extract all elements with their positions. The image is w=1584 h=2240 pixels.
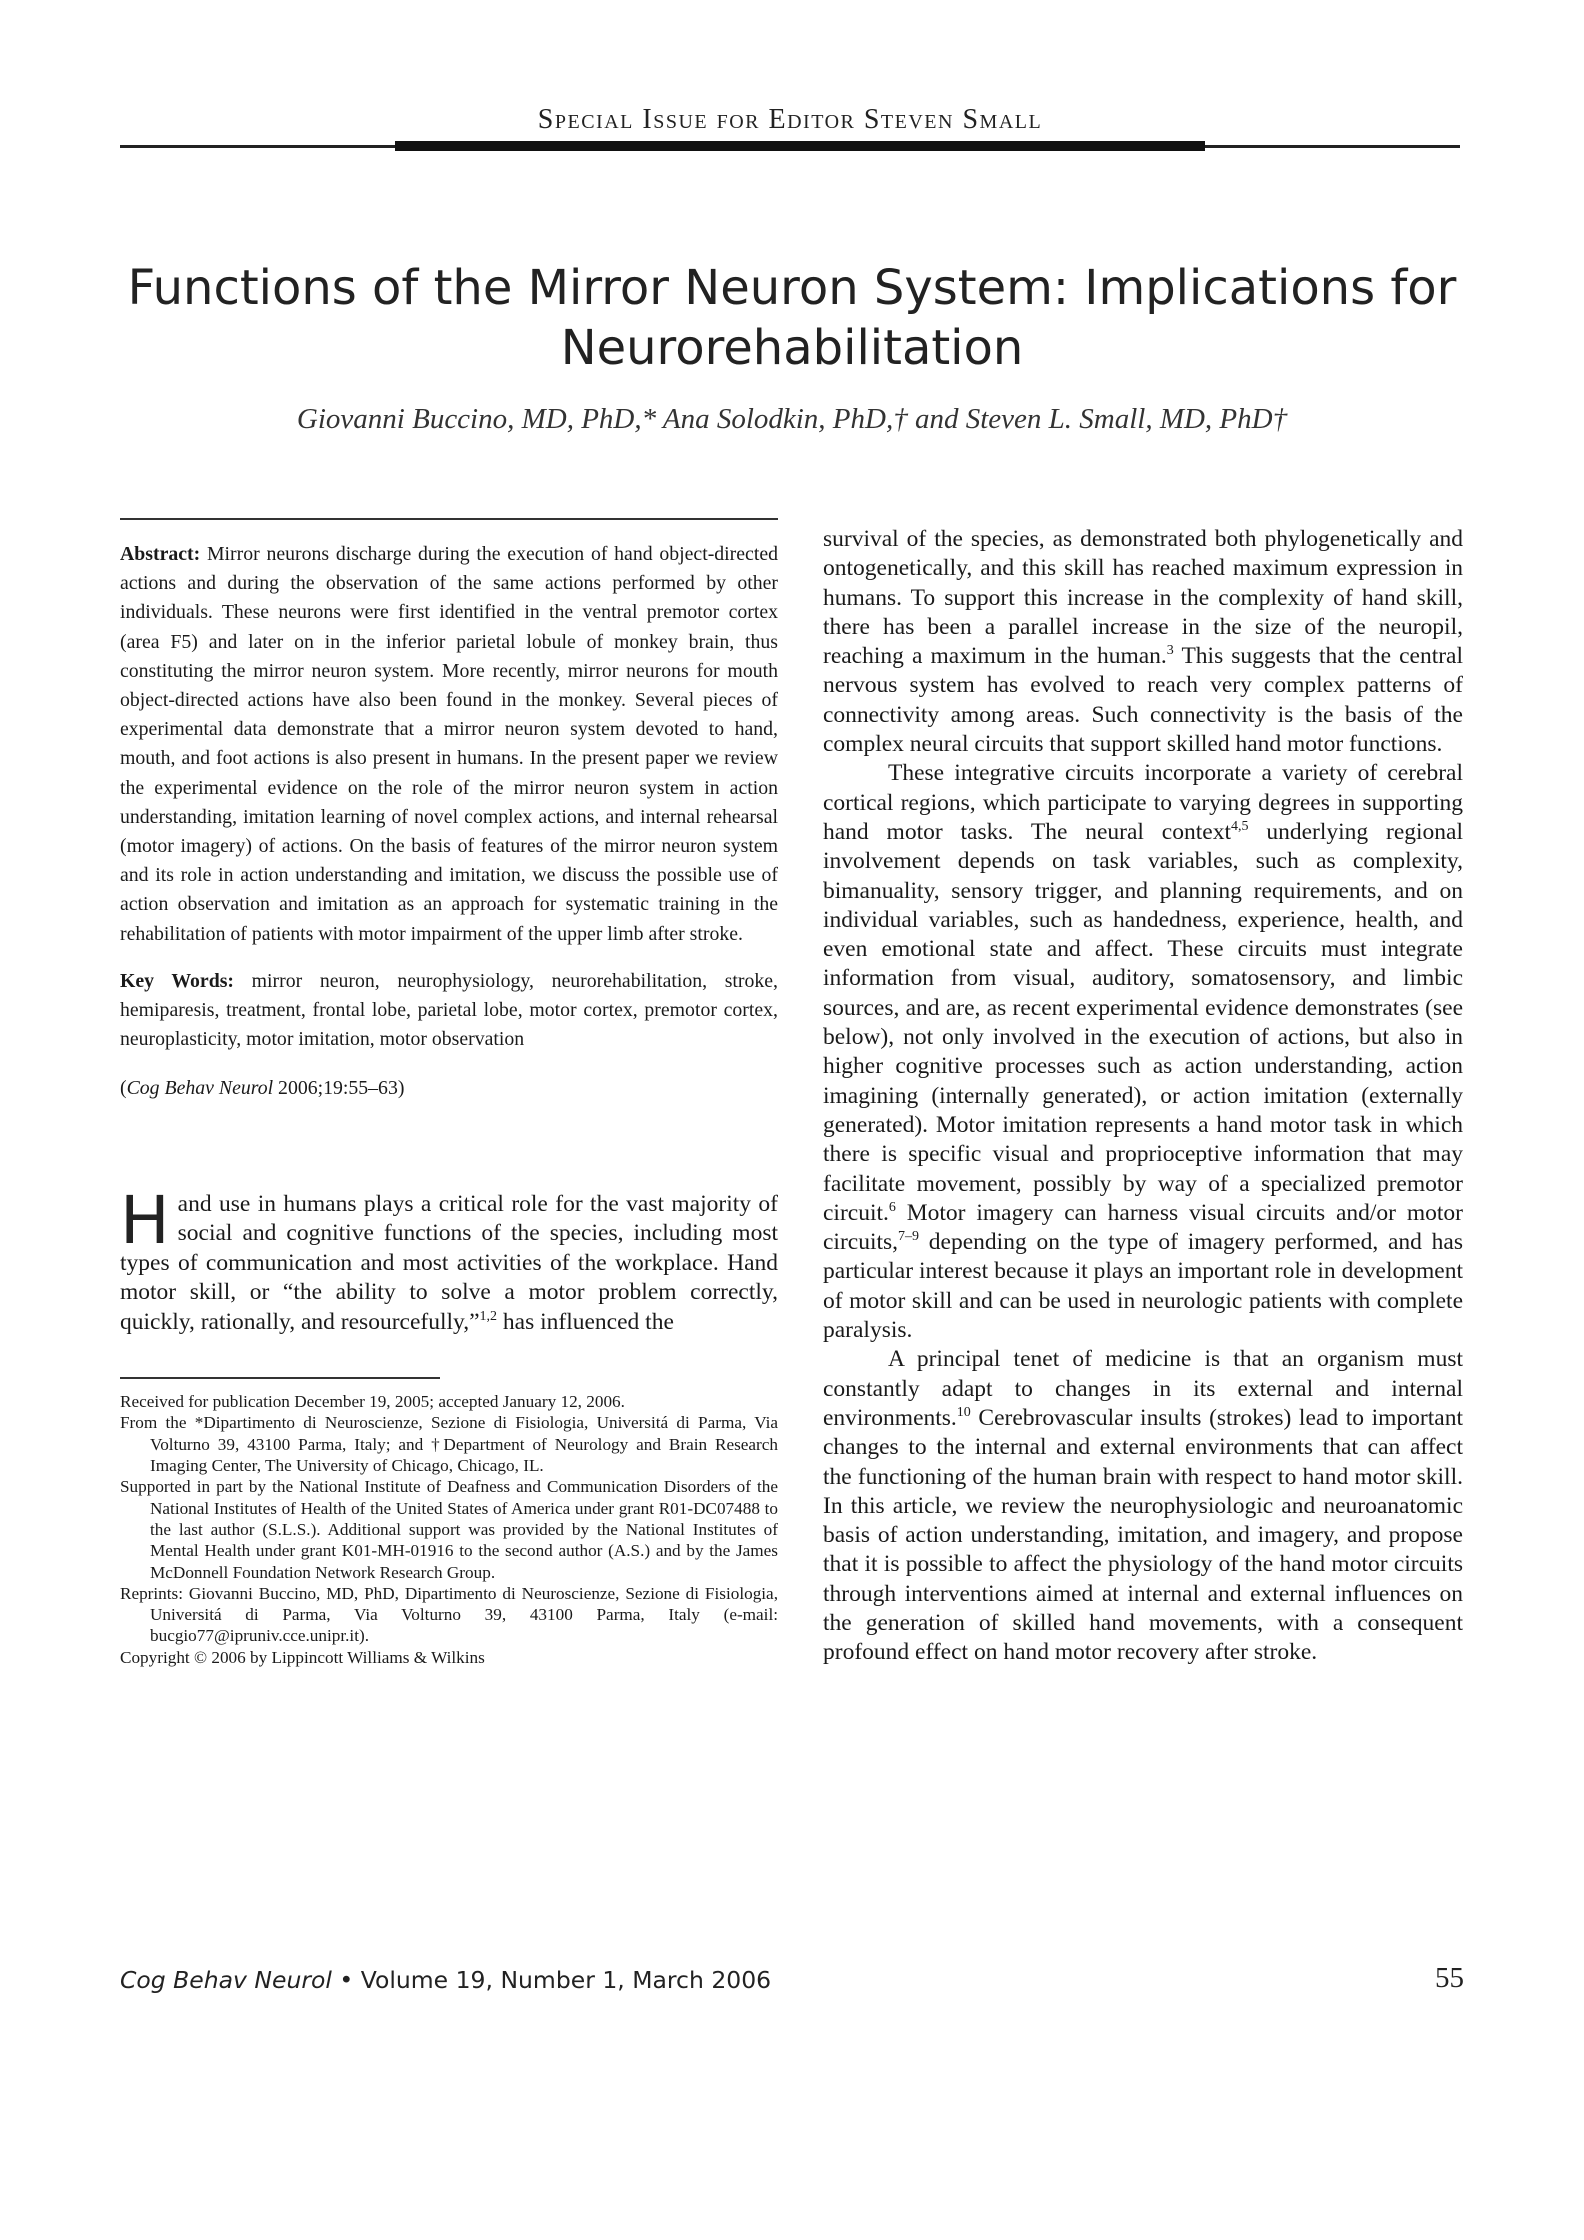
- author-list: Giovanni Buccino, MD, PhD,* Ana Solodkin, PhD,† and Steven L. Small, MD, PhD†: [296, 403, 1288, 435]
- body-paragraph-2: [823, 759, 1463, 1345]
- body-p2-ref-2: 6: [888, 1200, 896, 1215]
- abstract-top-rule: [120, 518, 778, 520]
- intro-text-a: and use in humans plays a critical role for the vast majority of social and cognitive functions of the species, including most types of communication and most activities of the workplace. Hand motor skill, or “the ability to solve a motor problem correctly, quickly, rationally, and resourcefully,”: [120, 1190, 778, 1335]
- abstract-label: Abstract:: [120, 543, 201, 565]
- citation-journal: Cog Behav Neurol: [126, 1077, 274, 1100]
- body-p3-text-a: A principal tenet of medicine is that an organism must constantly adapt to changes in its external and internal environments.: [823, 1346, 1463, 1431]
- citation-open: (: [120, 1077, 127, 1100]
- footer-journal-name: Cog Behav Neurol: [120, 1966, 332, 1994]
- footnote-received: Received for publication December 19, 2005; accepted January 12, 2006.: [120, 1392, 625, 1412]
- body-paragraph-3: [823, 1345, 1463, 1667]
- right-column: [823, 525, 1463, 1668]
- footnote-reprints: Reprints: Giovanni Buccino, MD, PhD, Dipartimento di Neuroscienze, Sezione di Fisiologia, Universitá di Parma, Via Volturno 39, 43100 Parma, Italy (e-mail: bucgio77@ipruniv.cce.unipr.it).: [120, 1583, 778, 1646]
- running-head: Special Issue for Editor Steven Small: [537, 104, 1043, 135]
- intro-ref-a: 1,2: [479, 1308, 498, 1324]
- body-p1-text-b: This suggests that the central nervous system has evolved to reach very complex patterns of connectivity among areas. Such connectivity is the basis of the complex neural circuits that support skilled hand motor functions.: [823, 643, 1464, 758]
- body-paragraph-1: [823, 525, 1463, 759]
- keywords-label: Key Words:: [120, 969, 234, 992]
- body-p2-text-d: depending on the type of imagery performed, and has particular interest because it plays an important role in development of motor skill and can be used in neurologic patients with complete paralysis.: [823, 1229, 1463, 1344]
- header-rule-accent: [395, 141, 1205, 151]
- article-title: Functions of the Mirror Neuron System: Implications for Neurorehabilitation: [127, 260, 1457, 376]
- keywords: [120, 967, 778, 1055]
- body-p3-ref: 10: [956, 1405, 971, 1421]
- body-p2-ref-3: 7–9: [898, 1229, 920, 1245]
- body-p2-ref-1: 4,5: [1230, 819, 1249, 835]
- footer-journal-info: [120, 1966, 771, 1994]
- abstract: [120, 540, 778, 949]
- body-p2-text-b: underlying regional involvement depends on task variables, such as complexity, bimanuality, sensory trigger, and planning requirements, and on individual variables, such as handedness, experience, health, and even emotional state and affect. These circuits must integrate information from visual, auditory, somatosensory, and limbic sources, and are, as recent experimental evidence demonstrates (see below), not only involved in the execution of actions, but also in higher cognitive processes such as action understanding, action imagining (internally generated), or action imitation (externally generated). Motor imitation represents a hand motor task in which there is specific visual and proprioceptive information that may facilitate movement, possibly by way of a specialized premotor circuit.: [823, 818, 1464, 1226]
- intro-paragraph: [120, 1181, 778, 1338]
- body-p2-text-c: Motor imagery can harness visual circuits and/or motor circuits,: [823, 1199, 1463, 1256]
- footnote-funding: Supported in part by the National Institute of Deafness and Communication Disorders of the National Institutes of Health of the United States of America under grant R01-DC07488 to the last author (S.L.S.). Additional support was provided by the National Institutes of Mental Health under grant K01-MH-01916 to the second author (A.S.) and by the James McDonnell Foundation Network Research Group.: [120, 1477, 778, 1582]
- page-number: 55: [1435, 1962, 1464, 1994]
- footnote-rule: [120, 1377, 440, 1379]
- citation: [120, 1074, 778, 1103]
- citation-details: 2006;19:55–63): [273, 1077, 405, 1100]
- body-p3-text-b: Cerebrovascular insults (strokes) lead to important changes to the internal and external environments that can affect the functioning of the human brain with respect to hand motor skill. In this article, we review the neurophysiologic and neuroanatomic basis of action understanding, imitation, and imagery, and propose that it is possible to affect the physiology of the hand motor circuits through interventions aimed at internal and external influences on the generation of skilled hand movements, with a consequent profound effect on hand motor recovery after stroke.: [823, 1404, 1463, 1666]
- body-p1-text-a: survival of the species, as demonstrated both phylogenetically and ontogenetically, and this skill has reached maximum expression in humans. To support this increase in the complexity of hand skill, there has been a parallel increase in the size of the neuropil, reaching a maximum in the human.: [823, 526, 1463, 670]
- keywords-text: mirror neuron, neurophysiology, neurorehabilitation, stroke, hemiparesis, treatment, frontal lobe, parietal lobe, motor cortex, premotor cortex, neuroplasticity, motor imitation, motor observation: [120, 969, 778, 1051]
- body-p1-ref: 3: [1166, 643, 1174, 659]
- drop-cap: H: [120, 1181, 170, 1259]
- abstract-text: Mirror neurons discharge during the execution of hand object-directed actions and during the observation of the same actions performed by other individuals. These neurons were first identified in the ventral premotor cortex (area F5) and later on in the inferior parietal lobule of monkey brain, thus constituting the mirror neuron system. More recently, mirror neurons for mouth object-directed actions have also been found in the monkey. Several pieces of experimental data demonstrate that a mirror neuron system devoted to hand, mouth, and foot actions is also present in humans. In the present paper we review the experimental evidence on the role of the mirror neuron system in action understanding, imitation learning of novel complex actions, and internal rehearsal (motor imagery) of actions. On the basis of features of the mirror neuron system and its role in action understanding and imitation, we discuss the possible use of action observation and imitation as an approach for systematic training in the rehabilitation of patients with motor impairment of the upper limb after stroke.: [120, 543, 778, 945]
- footer-issue: • Volume 19, Number 1, March 2006: [331, 1966, 772, 1994]
- footnote-copyright: Copyright © 2006 by Lippincott Williams & Wilkins: [120, 1647, 485, 1667]
- body-p2-text-a: These integrative circuits incorporate a variety of cerebral cortical regions, which participate to varying degrees in supporting hand motor tasks. The neural context: [823, 760, 1463, 845]
- footnote-affiliations: From the *Dipartimento di Neuroscienze, Sezione di Fisiologia, Universitá di Parma, Via Volturno 39, 43100 Parma, Italy; and †Department of Neurology and Brain Research Imaging Center, The University of Chicago, Chicago, IL.: [120, 1413, 778, 1476]
- left-column: [120, 540, 778, 1668]
- intro-text-b: has influenced the: [497, 1308, 674, 1335]
